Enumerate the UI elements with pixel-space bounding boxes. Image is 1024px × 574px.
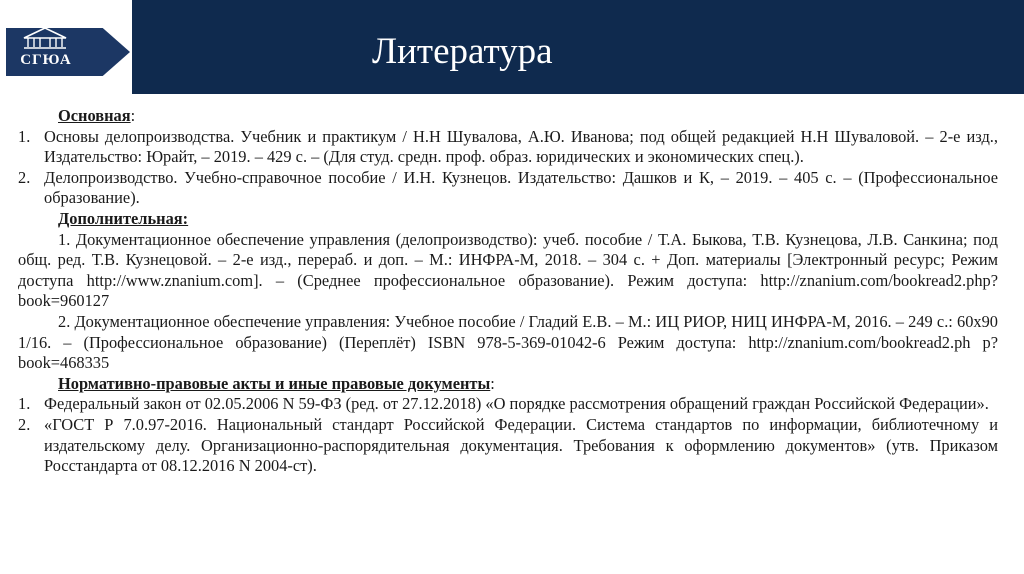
logo-text: СГЮА	[20, 52, 72, 68]
logo-panel	[0, 0, 132, 94]
building-icon	[16, 26, 74, 50]
literature-content	[18, 106, 998, 477]
section-heading-main: Основная:	[58, 106, 136, 125]
slide-title: Литература	[372, 31, 553, 72]
additional-item: 1. Документационное обеспечение управления (делопроизводство): учеб. пособие / Т.А. Быкова, Т.В. Кузнецова, Л.В. Санкина; под общ. ред. Т.В. Кузнецовой. – 2-е изд., перераб. и доп. – М.: ИНФРА-М, 2018. – 304 с. + Доп. материалы [Электронный ресурс; Режим доступа http://www.znanium.com]. – (Среднее профессиональное образование). Режим доступа: http://znanium.com/bookread2.php?book=960127	[18, 229, 998, 311]
main-item: 1. Основы делопроизводства. Учебник и практикум / Н.Н Шувалова, А.Ю. Иванова; под общей редакцией Н.Н Шуваловой. – 2-е изд., Издательство: Юрайт, – 2019. – 429 с. – (Для студ. средн. проф. образ. юридических и экономических спец.).	[18, 126, 998, 167]
legal-item: 1. Федеральный закон от 02.05.2006 N 59-ФЗ (ред. от 27.12.2018) «О порядке рассмотрения обращений граждан Российской Федерации».	[18, 394, 989, 414]
additional-item: 2. Документационное обеспечение управления: Учебное пособие / Гладий Е.В. – М.: ИЦ РИОР, НИЦ ИНФРА-М, 2016. – 249 с.: 60х90 1/16. – (Профессиональное образование) (Переплёт) ISBN 978-5-369-01042-6 Режим доступа: http://znanium.com/bookread2.ph p?book=468335	[18, 311, 998, 373]
section-heading-legal: Нормативно-правовые акты и иные правовые документы:	[58, 373, 495, 393]
header-bar	[0, 0, 1024, 94]
main-item: 2. Делопроизводство. Учебно-справочное пособие / И.Н. Кузнецов. Издательство: Дашков и К, – 2019. – 405 с. – (Профессиональное образование).	[18, 167, 998, 208]
section-heading-additional: Дополнительная:	[58, 208, 189, 228]
legal-item: 2. «ГОСТ Р 7.0.97-2016. Национальный стандарт Российской Федерации. Система стандартов по информации, библиотечному и издательскому делу. Организационно-распорядительная документация. Требования к оформлению документов» (утв. Приказом Росстандарта от 08.12.2016 N 2004-ст).	[18, 414, 998, 476]
